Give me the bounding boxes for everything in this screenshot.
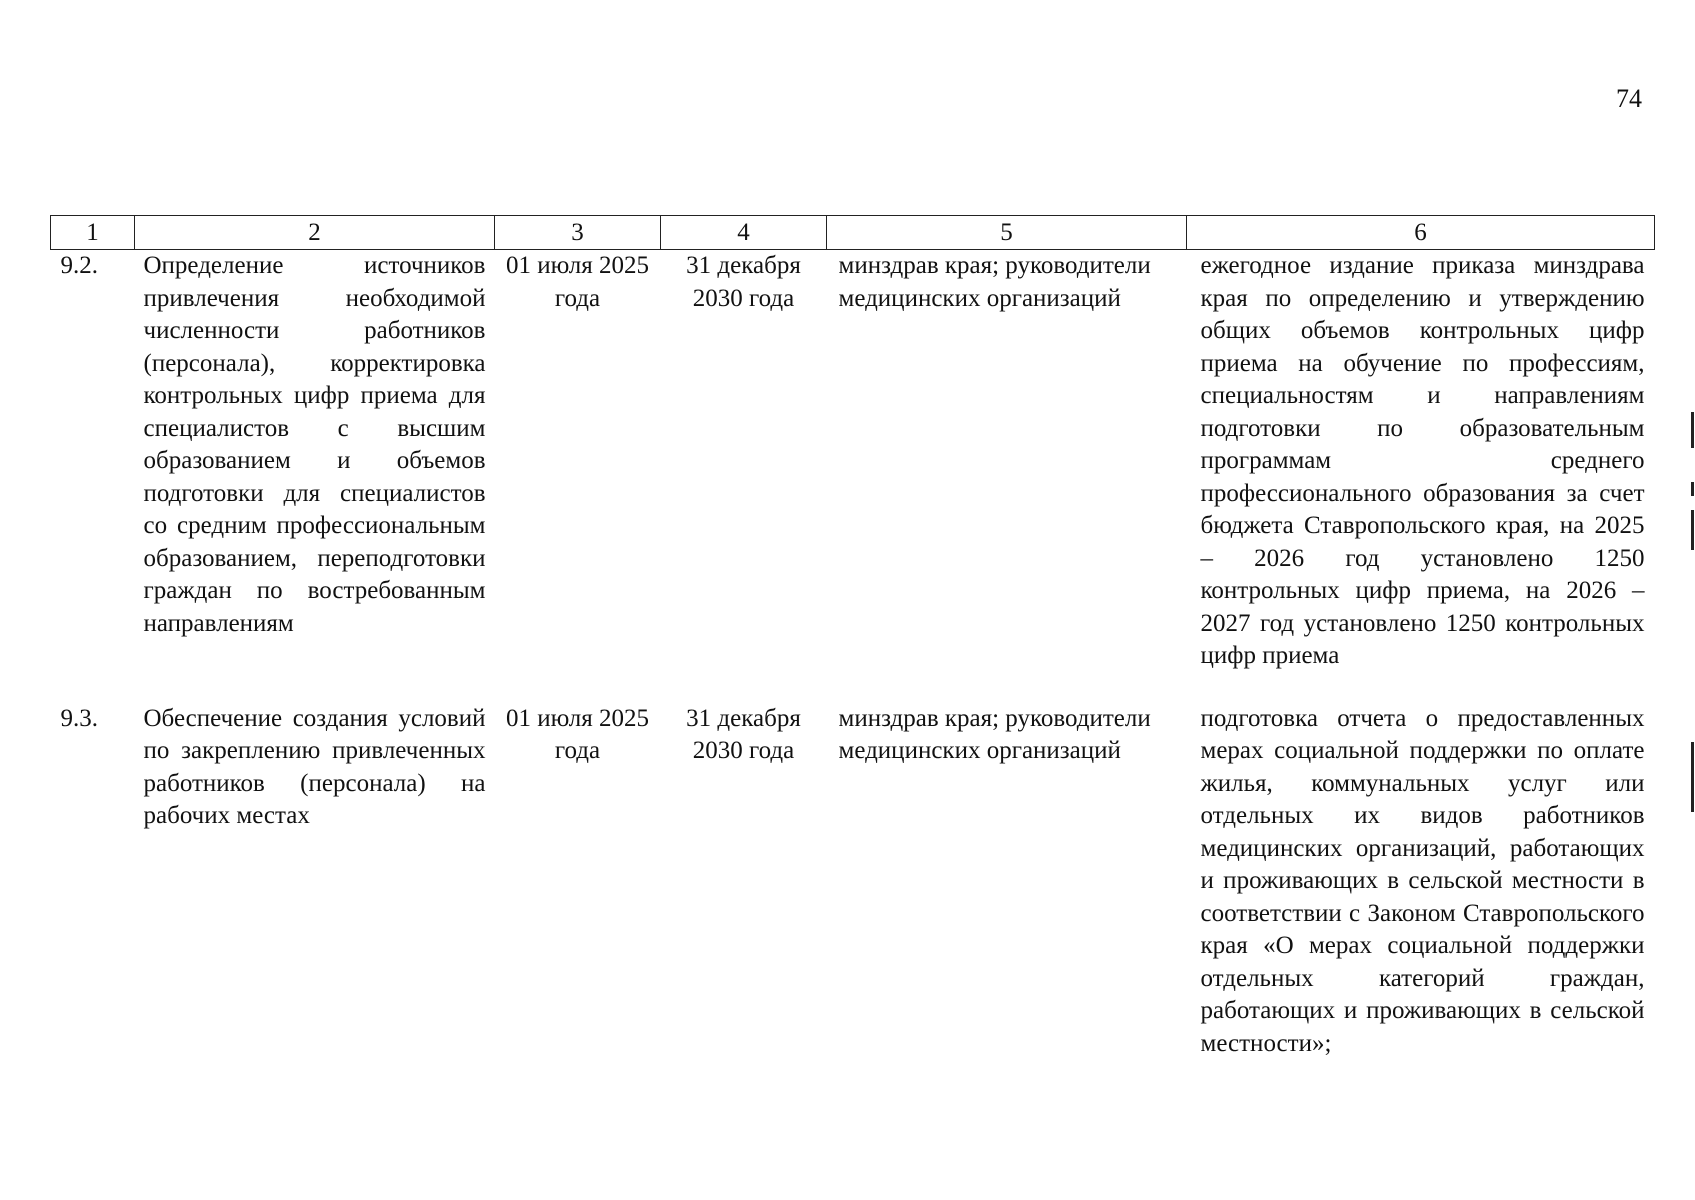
activity-text: Определение источников привлечения необходимой численности работников (персонала), корректировка контрольных цифр приема для специалистов с высшим образованием и объемов подготовки для специалистов со средним профессиональным образованием, переподготовки граждан по востребованным направлениям [143,252,486,637]
result-text: подготовка отчета о предоставленных мерах социальной поддержки по оплате жилья, коммунальных услуг или отдельных их видов работников медицинских организаций, работающих и проживающих в сельской местности в соответствии с Законом Ставропольского края «О мерах социальной поддержки отдельных категорий граждан, работающих и проживающих в сельской местности»; [1200,704,1645,1057]
margin-mark [1691,412,1694,448]
activity-text: Обеспечение создания условий по закреплению привлеченных работников (персонала) на рабочих местах [143,704,486,829]
table-header-row [51,216,1655,250]
measures-table [50,215,1655,1060]
responsible-text: минздрав края; руководители медицинских организаций [838,252,1151,312]
start-date: 01 июля 2025 года [506,704,649,764]
end-date: 31 декабря 2030 года [686,704,801,764]
result-text: ежегодное издание приказа минздрава края по определению и утверждению общих объемов контрольных цифр приема на обучение по профессиям, специальностям и направлениям подготовки по образовательным программам среднего профессионального образования за счет бюджета Ставропольского края, на 2025 – 2026 год установлено 1250 контрольных цифр приема, на 2026 – 2027 год установлено 1250 контрольных цифр приема [1200,252,1645,669]
table-row [51,250,1655,703]
margin-mark [1691,742,1694,812]
start-date: 01 июля 2025 года [506,252,649,312]
responsible-text: минздрав края; руководители медицинских организаций [838,704,1151,764]
column-header: 2 [135,216,495,250]
end-date: 31 декабря 2030 года [686,252,801,312]
column-header: 5 [827,216,1187,250]
table-row [51,703,1655,1061]
column-header: 1 [51,216,135,250]
page-number: 74 [1616,84,1642,113]
item-number: 9.2. [60,252,98,279]
column-header: 4 [661,216,827,250]
margin-mark [1691,482,1694,496]
margin-mark [1691,510,1694,550]
item-number: 9.3. [60,704,98,732]
column-header: 6 [1187,216,1655,250]
column-header: 3 [495,216,661,250]
